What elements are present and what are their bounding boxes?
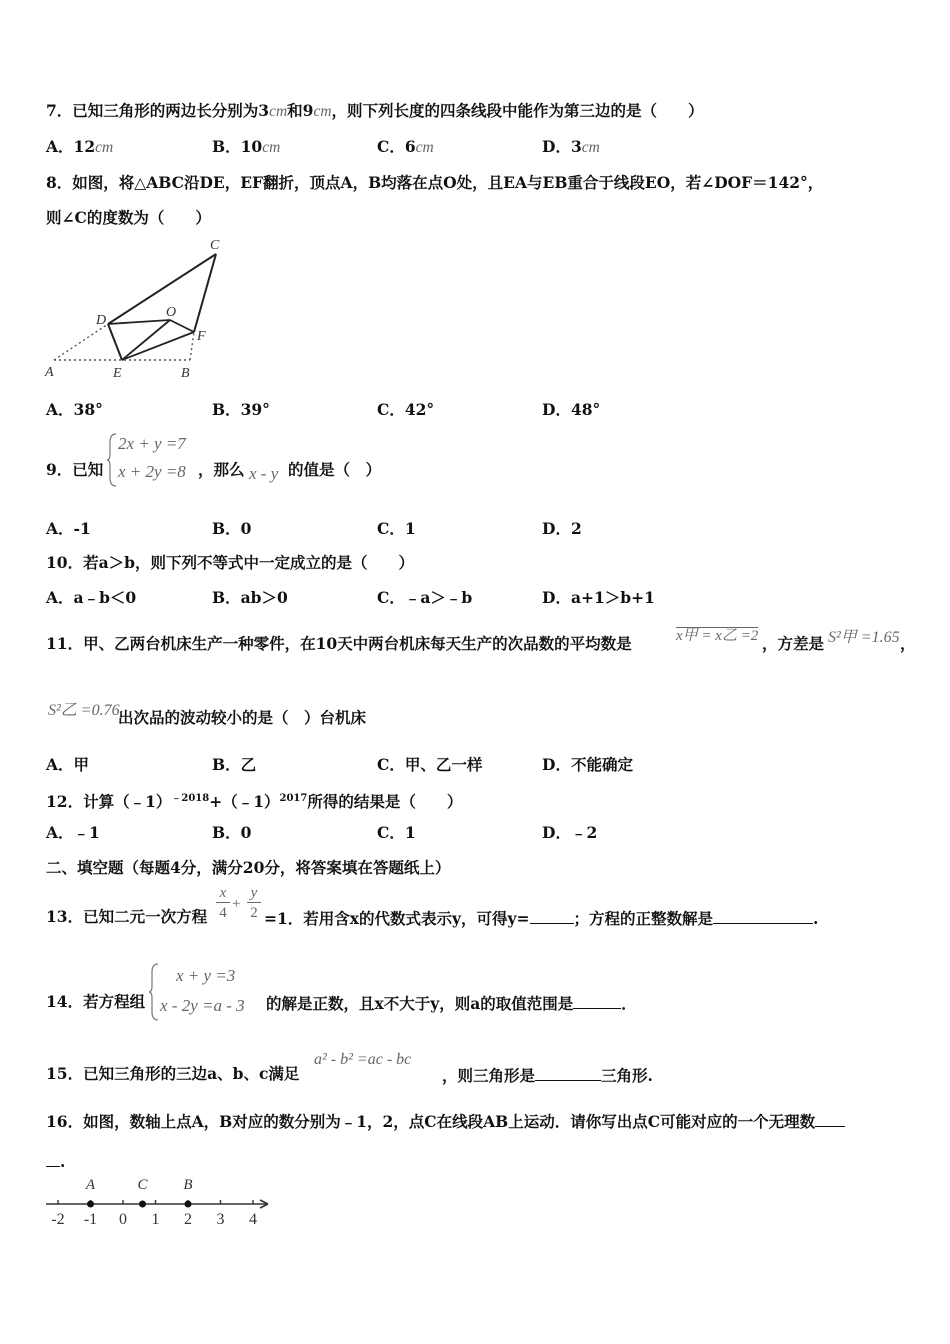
q11-mean-expr: x甲 = x乙 =2 xyxy=(676,628,759,644)
q13-fraction-y-2: y 2 xyxy=(247,884,261,923)
q8-triangle-figure xyxy=(40,234,240,382)
q16-stem-end: . xyxy=(46,1150,65,1172)
axis-tick-label: -2 xyxy=(51,1211,65,1228)
q7-option-c: C．6cm xyxy=(377,137,434,156)
q13-stem-a: 13．已知二元一次方程 xyxy=(46,907,208,926)
label-O: O xyxy=(166,305,177,320)
axis-tick-label: -1 xyxy=(83,1211,98,1228)
q12-option-c: C．1 xyxy=(377,823,416,842)
q8-stem-line2: 则∠C的度数为（ ） xyxy=(46,208,211,227)
q7-option-b: B．10cm xyxy=(212,137,281,156)
q9-option-c: C．1 xyxy=(377,519,416,538)
q13-blank-2[interactable] xyxy=(713,907,813,924)
q12-option-b: B．0 xyxy=(212,823,252,842)
q14-eq2: x - 2y =a - 3 xyxy=(160,996,245,1015)
q15-stem-a: 15．已知三角形的三边a、b、c满足 xyxy=(46,1064,300,1083)
q8-option-b: B．39° xyxy=(212,400,270,419)
label-F: F xyxy=(197,329,206,344)
point-label-A: A xyxy=(85,1177,96,1193)
label-E: E xyxy=(113,366,122,381)
brace-icon xyxy=(106,432,118,488)
q11-stem-c: 出次品的波动较小的是（ ）台机床 xyxy=(118,708,367,727)
axis-tick-label: 3 xyxy=(216,1211,225,1228)
q16-blank-cont xyxy=(46,1150,60,1167)
q10-option-d: D．a+1＞b+1 xyxy=(542,588,655,607)
brace-icon xyxy=(148,962,160,1022)
axis-tick-label: 1 xyxy=(151,1211,160,1228)
q8-option-c: C．42° xyxy=(377,400,435,419)
axis-tick-label: 4 xyxy=(249,1211,257,1228)
q11-stem-a: 11．甲、乙两台机床生产一种零件，在10天中两台机床每天生产的次品数的平均数是 xyxy=(46,634,632,653)
q10-option-a: A．a﹣b＜0 xyxy=(46,588,137,607)
q11-option-c: C．甲、乙一样 xyxy=(377,755,483,774)
q9-eq1: 2x + y =7 xyxy=(118,434,186,453)
axis-tick-label: 2 xyxy=(184,1211,192,1228)
q16-number-line xyxy=(40,1170,290,1230)
q9-expr: x - y xyxy=(249,464,279,483)
q11-option-a: A．甲 xyxy=(46,755,90,774)
q15-expr: a² - b² =ac - bc xyxy=(314,1051,412,1068)
q9-eq2: x + 2y =8 xyxy=(118,462,186,481)
section-2-title: 二、填空题（每题4分，满分20分，将答案填在答题纸上） xyxy=(46,858,451,877)
q15-stem-b: ，则三角形是 三角形. xyxy=(442,1066,653,1085)
label-C: C xyxy=(210,238,220,253)
q7-stem: 7．已知三角形的两边长分别为3cm和9cm，则下列长度的四条线段中能作为第三边的是（ ） xyxy=(46,101,704,120)
q9-stem-b: ，那么 xyxy=(198,460,245,479)
q11-comma: ， xyxy=(900,634,916,653)
q9-stem-c: 的值是（ ） xyxy=(288,460,382,479)
point-A xyxy=(87,1201,94,1208)
q14-eq1: x + y =3 xyxy=(176,966,236,985)
q13-fraction-x-4: x 4 xyxy=(216,884,230,923)
q11-option-d: D．不能确定 xyxy=(542,755,633,774)
q11-stem-b: ，方差是 xyxy=(762,634,825,653)
unit-cm: cm xyxy=(313,103,332,120)
q12-stem: 12．计算（﹣1）$^{﹣2018}$+（﹣1）$^{2017}$所得的结果是（ ） xyxy=(46,792,463,812)
label-A: A xyxy=(45,365,54,380)
q16-stem: 16．如图，数轴上点A，B对应的数分别为﹣1，2，点C在线段AB上运动．请你写出点C可能对应的一个无理数 xyxy=(46,1110,845,1132)
point-label-C: C xyxy=(137,1177,148,1193)
q11-variance-1: S²甲 =1.65 xyxy=(828,629,900,646)
q13-plus: + xyxy=(232,896,241,912)
q9-option-d: D．2 xyxy=(542,519,582,538)
q13-stem-b: =1．若用含x的代数式表示y，可得y= ；方程的正整数解是 . xyxy=(264,909,819,928)
label-D: D xyxy=(96,313,107,328)
q12-option-a: A．﹣1 xyxy=(46,823,100,842)
q8-option-d: D．48° xyxy=(542,400,601,419)
q10-stem: 10．若a＞b，则下列不等式中一定成立的是（ ） xyxy=(46,553,414,572)
q9-option-a: A．-1 xyxy=(46,519,91,538)
q9-equation-system xyxy=(106,432,196,488)
q12-option-d: D．﹣2 xyxy=(542,823,598,842)
q10-option-b: B．ab＞0 xyxy=(212,588,288,607)
point-C xyxy=(139,1201,146,1208)
unit-cm: cm xyxy=(269,103,288,120)
q10-option-c: C．﹣a＞﹣b xyxy=(377,588,473,607)
q7-option-d: D．3cm xyxy=(542,137,600,156)
q8-stem-line1: 8．如图，将△ABC沿DE，EF翻折，顶点A，B均落在点O处，且EA与EB重合于线段EO，若∠DOF＝142°， xyxy=(46,173,824,192)
q14-stem-a: 14．若方程组 xyxy=(46,992,146,1011)
point-B xyxy=(185,1201,192,1208)
axis-tick-label: 0 xyxy=(119,1211,127,1228)
q11-variance-2: S²乙 =0.76 xyxy=(48,702,120,719)
label-B: B xyxy=(181,366,190,381)
q8-option-a: A．38° xyxy=(46,400,103,419)
q7-option-a: A．12cm xyxy=(46,137,114,156)
q13-blank-1[interactable] xyxy=(530,907,574,924)
q14-blank[interactable] xyxy=(573,992,621,1009)
q9-option-b: B．0 xyxy=(212,519,252,538)
q14-equation-system xyxy=(148,962,264,1022)
q9-stem-a: 9．已知 xyxy=(46,460,104,479)
q14-stem-b: 的解是正数，且x不大于y，则a的取值范围是 ． xyxy=(266,994,637,1013)
q16-blank[interactable] xyxy=(815,1110,845,1127)
q15-blank[interactable] xyxy=(535,1064,601,1081)
q11-option-b: B．乙 xyxy=(212,755,257,774)
point-label-B: B xyxy=(183,1177,193,1193)
